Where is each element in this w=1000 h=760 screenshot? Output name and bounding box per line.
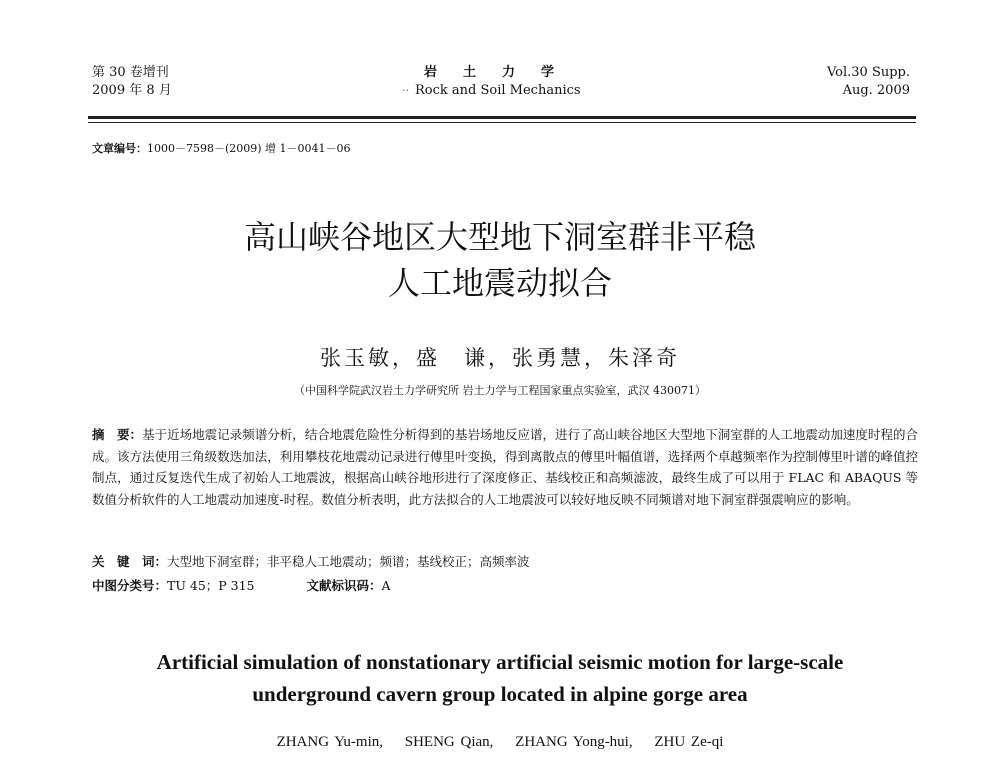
journal-volume-en — [827, 64, 910, 100]
author-en: ZHANG Yu-min, — [276, 734, 383, 750]
affiliation-cn: （中国科学院武汉岩土力学研究所 岩土力学与工程国家重点实验室，武汉 430071） — [294, 384, 706, 397]
title-cn-line1: 高山峡谷地区大型地下洞室群非平稳 — [243, 218, 756, 256]
leader-dots-icon: ·· — [402, 84, 409, 97]
volume-issue-cn: 第 30 卷增刊 — [92, 65, 169, 80]
article-number — [92, 140, 351, 156]
journal-name-en: Rock and Soil Mechanics — [415, 83, 581, 98]
journal-name-cn: 岩土力学 — [424, 65, 581, 80]
author-en: ZHU Ze-qi — [654, 734, 724, 750]
author-en: ZHANG Yong-hui, — [515, 734, 633, 750]
abstract-cn — [92, 424, 918, 510]
classification — [92, 576, 391, 594]
authors-en — [0, 734, 1000, 751]
title-cn — [0, 214, 1000, 306]
title-cn-line2: 人工地震动拟合 — [387, 264, 612, 302]
abstract-text: 基于近场地震记录频谱分析，结合地震危险性分析得到的基岩场地反应谱，进行了高山峡谷地区大型地下洞室群的人工地震动加速度时程的合成。该方法使用三角级数迭加法，利用攀枝花地震动记录进行傅里叶变换，得到离散点的傅里叶幅值谱，选择两个卓越频率作为控制傅里叶谱的峰值控制点，通过反复迭代生成了初始人工地震波，根据高山峡谷地形进行了深度修正、基线校正和高频滤波，最终生成了可以用于 FLAC 和 ABAQUS 等数值分析软件的人工地震动加速度-时程。数值分析表明，此方法拟合的人工地震波可以较好地反映不同频谱对地下洞室群强震响应的影响。 — [92, 427, 918, 507]
doc-code-value: A — [381, 578, 391, 593]
keywords-label: 关 键 词： — [92, 554, 168, 569]
date-cn: 2009 年 8 月 — [92, 83, 172, 98]
volume-supp-en: Vol.30 Supp. — [826, 65, 910, 80]
article-number-label: 文章编号： — [92, 142, 147, 155]
authors-cn: 张玉敏，盛 谦，张勇慧，朱泽奇 — [320, 346, 680, 370]
class-number-label: 中图分类号： — [92, 578, 168, 593]
abstract-label: 摘 要： — [92, 427, 143, 442]
doc-code-label: 文献标识码： — [306, 578, 382, 593]
journal-name — [402, 64, 622, 100]
title-en-line2: underground cavern group located in alpine gorge area — [252, 682, 748, 706]
header-rule-thick — [88, 116, 916, 119]
article-number-value: 1000－7598－(2009) 增 1－0041－06 — [147, 142, 351, 155]
date-en: Aug. 2009 — [842, 83, 910, 98]
journal-issue-info — [92, 64, 172, 100]
title-en-line1: Artificial simulation of nonstationary artificial seismic motion for large-scale — [156, 650, 844, 674]
class-number-value: TU 45；P 315 — [167, 578, 255, 593]
title-en — [0, 646, 1000, 710]
author-en: SHENG Qian, — [404, 734, 494, 750]
keywords-text: 大型地下洞室群；非平稳人工地震动；频谱；基线校正；高频率波 — [167, 554, 530, 569]
keywords-cn — [92, 552, 530, 570]
header-rule-thin — [88, 122, 916, 123]
